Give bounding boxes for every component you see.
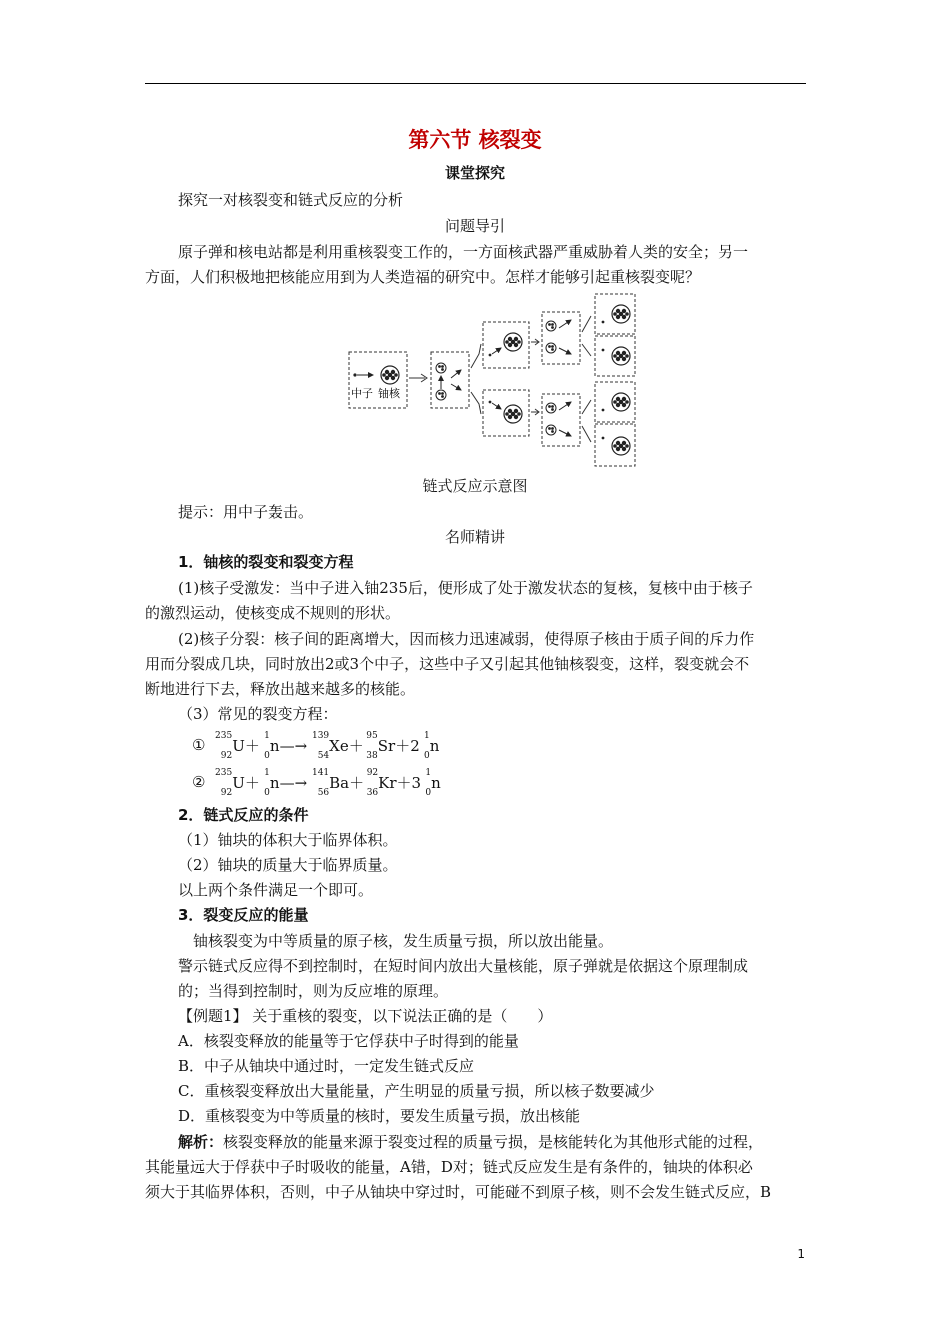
option-a: A．核裂变释放的能量等于它俘获中子时得到的能量: [178, 1032, 519, 1050]
section-heading: 探究一对核裂变和链式反应的分析: [178, 191, 404, 209]
paragraph-line: (2)核子分裂：核子间的距离增大，因而核力迅速减弱，使得原子核由于质子间的斥力作: [178, 630, 755, 648]
teacher-heading: 名师精讲: [444, 528, 505, 546]
paragraph-line: 铀核裂变为中等质量的原子核，发生质量亏损，所以放出能量。: [193, 932, 614, 950]
solution-line: 解析：核裂变释放的能量来源于裂变过程的质量亏损，是核能转化为其他形式能的过程，: [178, 1133, 764, 1151]
chain-reaction-diagram: [345, 292, 645, 468]
guide-paragraph-line: 原子弹和核电站都是利用重核裂变工作的，一方面核武器严重威胁着人类的安全；另一: [178, 243, 749, 261]
paragraph-line: 的激烈运动，使核变成不规则的形状。: [145, 604, 401, 622]
example-title: 【例题1】 关于重核的裂变，以下说法正确的是（ ）: [178, 1007, 553, 1025]
label-uranium: 铀核: [378, 387, 400, 400]
solution-line: 须大于其临界体积，否则，中子从铀块中穿过时，可能碰不到原子核，则不会发生链式反应，B: [145, 1183, 772, 1201]
paragraph-line: 用而分裂成几块，同时放出2或3个中子，这些中子又引起其他铀核裂变，这样，裂变就会不: [145, 655, 750, 673]
subtitle: 课堂探究: [444, 164, 505, 182]
heading-chain-conditions: 2．链式反应的条件: [178, 806, 309, 824]
header-rule: [145, 83, 806, 84]
paragraph-line: 断地进行下去，释放出越来越多的核能。: [145, 680, 416, 698]
solution-label: 解析：: [178, 1133, 224, 1151]
box-split-bottom: [542, 394, 580, 446]
option-b: B．中子从铀块中通过时，一定发生链式反应: [178, 1057, 475, 1075]
heading-energy: 3．裂变反应的能量: [178, 906, 309, 924]
option-c: C．重核裂变释放出大量能量，产生明显的质量亏损，所以核子数要减少: [178, 1082, 655, 1100]
guide-paragraph-line: 方面，人们积极地把核能应用到为人类造福的研究中。怎样才能够引起重核裂变呢？: [145, 268, 701, 286]
paragraph-line: (1)核子受激发：当中子进入铀235后，便形成了处于激发状态的复核，复核中由于核子: [178, 579, 753, 597]
box-split-top: [542, 312, 580, 364]
paragraph-line: 的；当得到控制时，则为反应堆的原理。: [178, 982, 449, 1000]
page-title: 第六节 核裂变: [408, 128, 542, 152]
paragraph-line: 警示链式反应得不到控制时，在短时间内放出大量核能，原子弹就是依据这个原理制成: [178, 957, 749, 975]
page-number: 1: [797, 1247, 805, 1261]
equations-intro: （3）常见的裂变方程：: [178, 705, 338, 723]
hint: 提示：用中子轰击。: [178, 503, 314, 521]
condition-note: 以上两个条件满足一个即可。: [178, 881, 374, 899]
diagram-caption: 链式反应示意图: [422, 477, 528, 495]
equation-2: ② 235 92 U＋ 1 0 n—→ 141 56 Ba＋ 92 36 Kr＋3 1 0 n: [192, 768, 441, 798]
heading-fission: 1．铀核的裂变和裂变方程: [178, 553, 354, 571]
box-split: [431, 352, 469, 408]
label-neutron: 中子: [351, 387, 373, 400]
equation-number: ②: [192, 773, 206, 791]
solution-line: 其能量远大于俘获中子时吸收的能量，A错，D对；链式反应发生是有条件的，铀块的体积必: [145, 1158, 753, 1176]
equation-1: ① 235 92 U＋ 1 0 n—→ 139 54 Xe＋ 95 38 Sr＋2 1 0 n: [192, 731, 440, 761]
condition-1: （1）铀块的体积大于临界体积。: [178, 831, 398, 849]
guide-heading: 问题导引: [444, 217, 505, 235]
condition-2: （2）铀块的质量大于临界质量。: [178, 856, 398, 874]
option-d: D．重核裂变为中等质量的核时，要发生质量亏损，放出核能: [178, 1107, 581, 1125]
equation-number: ①: [192, 736, 206, 754]
